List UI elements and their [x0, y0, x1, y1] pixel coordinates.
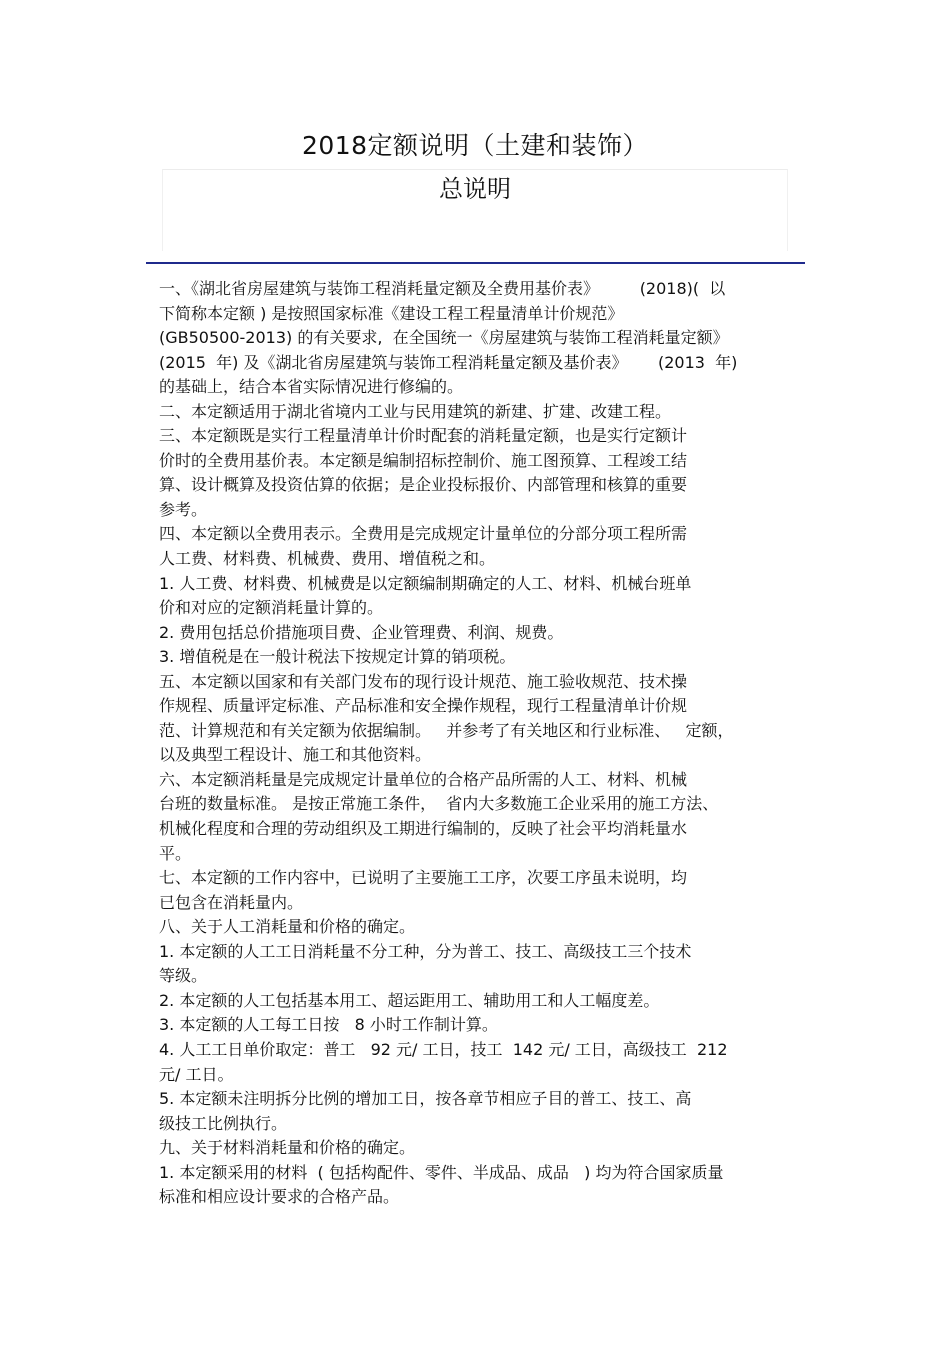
text-line: 下简称本定额 ) 是按照国家标准《建设工程工程量清单计价规范》	[159, 303, 624, 323]
text-line: 级技工比例执行。	[159, 1113, 288, 1133]
text-line: 机械化程度和合理的劳动组织及工期进行编制的，反映了社会平均消耗量水	[159, 819, 688, 839]
text-line: 3. 增值税是在一般计税法下按规定计算的销项税。	[159, 647, 516, 667]
title-divider	[146, 262, 805, 264]
text-line: 九、关于材料消耗量和价格的确定。	[159, 1138, 416, 1158]
text-line: 八、关于人工消耗量和价格的确定。	[159, 917, 416, 937]
text-line: 算、设计概算及投资估算的依据；是企业投标报价、内部管理和核算的重要	[159, 475, 688, 495]
section-subtitle: 总说明	[439, 175, 511, 203]
text-line: 元/ 工日。	[159, 1064, 234, 1084]
text-line: 五、本定额以国家和有关部门发布的现行设计规范、施工验收规范、技术操	[159, 671, 688, 691]
text-line: 4. 人工工日单价取定：普工 92 元/ 工日，技工 142 元/ 工日，高级技工 212	[159, 1039, 728, 1059]
text-line: 标准和相应设计要求的合格产品。	[159, 1187, 400, 1207]
text-line: 的基础上，结合本省实际情况进行修编的。	[159, 377, 464, 397]
text-line: 5. 本定额未注明拆分比例的增加工日，按各章节相应子目的普工、技工、高	[159, 1089, 692, 1109]
text-line: 2. 费用包括总价措施项目费、企业管理费、利润、规费。	[159, 622, 564, 642]
text-line: 3. 本定额的人工每工日按 8 小时工作制计算。	[159, 1015, 498, 1035]
text-line: 平。	[159, 843, 192, 863]
text-line: 以及典型工程设计、施工和其他资料。	[159, 745, 432, 765]
text-line: 1. 人工费、材料费、机械费是以定额编制期确定的人工、材料、机械台班单	[159, 573, 692, 593]
page-title: 2018定额说明（土建和装饰）	[301, 131, 649, 160]
text-line: 三、本定额既是实行工程量清单计价时配套的消耗量定额，也是实行定额计	[159, 426, 688, 446]
text-line: 二、本定额适用于湖北省境内工业与民用建筑的新建、扩建、改建工程。	[159, 401, 672, 421]
text-line: 2. 本定额的人工包括基本用工、超运距用工、辅助用工和人工幅度差。	[159, 990, 660, 1010]
text-line: 价和对应的定额消耗量计算的。	[159, 598, 384, 618]
text-line: 台班的数量标准。 是按正常施工条件， 省内大多数施工企业采用的施工方法、	[159, 794, 719, 814]
text-line: 参考。	[159, 499, 208, 519]
text-line: 人工费、材料费、机械费、费用、增值税之和。	[159, 549, 496, 569]
text-line: 1. 本定额的人工工日消耗量不分工种，分为普工、技工、高级技工三个技术	[159, 941, 692, 961]
text-line: 价时的全费用基价表。本定额是编制招标控制价、施工图预算、工程竣工结	[159, 450, 688, 470]
text-line: 等级。	[159, 966, 208, 986]
text-line: (GB50500-2013) 的有关要求, 在全国统一《房屋建筑与装饰工程消耗量定额》	[159, 328, 729, 348]
text-line: 四、本定额以全费用表示。全费用是完成规定计量单位的分部分项工程所需	[159, 524, 688, 544]
text-line: 范、计算规范和有关定额为依据编制。 并参考了有关地区和行业标准、 定额，	[159, 720, 734, 740]
text-line: 1. 本定额采用的材料 ( 包括构配件、零件、半成品、成品 ) 均为符合国家质量	[159, 1162, 724, 1182]
text-line: 七、本定额的工作内容中，已说明了主要施工工序，次要工序虽未说明，均	[159, 868, 688, 888]
text-line: 作规程、质量评定标准、产品标准和安全操作规程，现行工程量清单计价规	[159, 696, 688, 716]
text-line: 已包含在消耗量内。	[159, 892, 304, 912]
text-line: (2015 年) 及《湖北省房屋建筑与装饰工程消耗量定额及基价表》 (2013 年)	[159, 352, 738, 372]
document-body	[159, 277, 789, 1210]
text-line: 一、《湖北省房屋建筑与装饰工程消耗量定额及全费用基价表》 (2018)( 以	[159, 279, 726, 298]
text-line: 六、本定额消耗量是完成规定计量单位的合格产品所需的人工、材料、机械	[159, 769, 688, 789]
